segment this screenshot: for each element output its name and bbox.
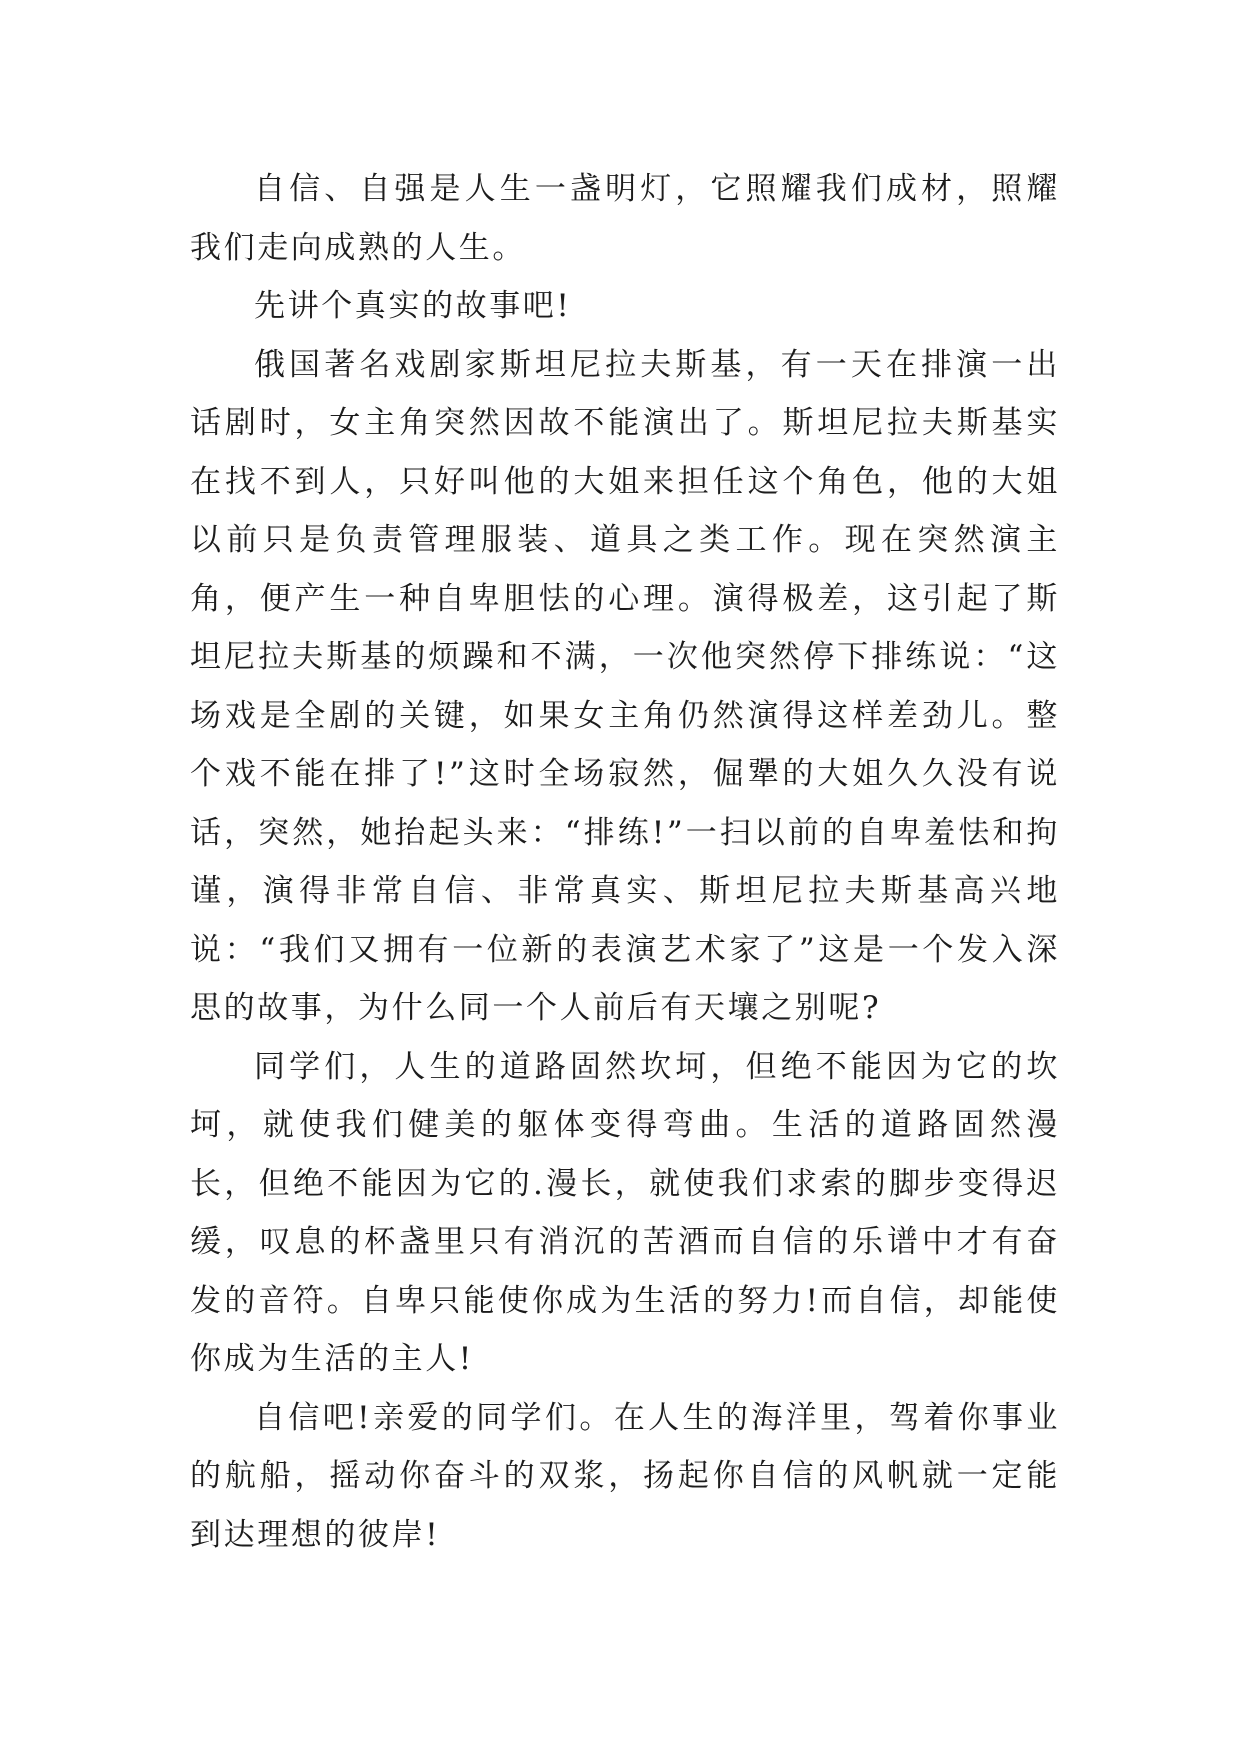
paragraph-story-lead: 先讲个真实的故事吧! (254, 288, 572, 324)
paragraph-story: 俄国著名戏剧家斯坦尼拉夫斯基，有一天在排演一出话剧时，女主角突然因故不能演出了。斯坦尼拉夫斯基实在找不到人，只好叫他的大姐来担任这个角色，他的大姐以前只是负责管理服装、道具之类工作。现在突然演主角，便产生一种自卑胆怯的心理。演得极差，这引起了斯坦尼拉夫斯基的烦躁和不满，一次他突然停下排练说：“这场戏是全剧的关键，如果女主角仍然演得这样差劲儿。整个戏不能在排了!”这时全场寂然，倔犟的大姐久久没有说话，突然，她抬起头来：“排练!”一扫以前的自卑羞怯和拘谨，演得非常自信、非常真实、斯坦尼拉夫斯基高兴地说：“我们又拥有一位新的表演艺术家了”这是一个发入深思的故事，为什么同一个人前后有天壤之别呢? (190, 346, 1060, 1026)
document-body (190, 160, 1060, 1564)
paragraph-reflection: 同学们，人生的道路固然坎坷，但绝不能因为它的坎坷，就使我们健美的躯体变得弯曲。生活的道路固然漫长，但绝不能因为它的.漫长，就使我们求索的脚步变得迟缓，叹息的杯盏里只有消沉的苦酒而自信的乐谱中才有奋发的音符。自卑只能使你成为生活的努力!而自信，却能使你成为生活的主人! (190, 1048, 1060, 1377)
paragraph-conclusion: 自信吧!亲爱的同学们。在人生的海洋里，驾着你事业的航船，摇动你奋斗的双浆，扬起你自信的风帆就一定能到达理想的彼岸! (190, 1399, 1060, 1553)
paragraph-intro: 自信、自强是人生一盏明灯，它照耀我们成材，照耀我们走向成熟的人生。 (190, 171, 1060, 266)
